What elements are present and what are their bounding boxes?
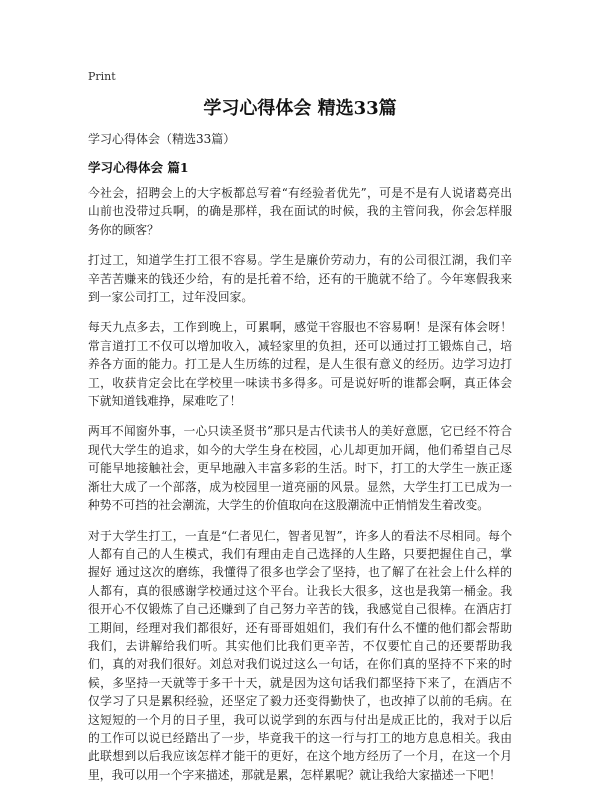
paragraph: 对于大学生打工，一直是“仁者见仁，智者见智”，许多人的看法不尽相同。每个人都有自己的人生模式，我们有理由走自己选择的人生路，只要把握住自己，掌握好 通过这次的磨练，我懂得了很多也学会了坚持，也了解了在社会上什么样的人都有，真的很感谢学校通过这个平台。让我长大很多，这也是我第一桶金。我很开心不仅锻炼了自己还赚到了自己努力辛苦的钱，我感觉自己很棒。在酒店打工期间，经理对我们都很好，还有哥哥姐姐们，我们有什么不懂的他们都会帮助我们，去讲解给我们听。其实他们比我们更辛苦，不仅要忙自己的还要帮助我们，真的对我们很好。刘总对我们说过这么一句话，在你们真的坚持不下来的时候，多坚持一天就等于多干十天，就是因为这句话我们都坚持下来了，在酒店不仅学习了只是累积经验，还坚定了毅力还变得勤快了，也改掉了以前的毛病。在这短短的一个月的日子里，我可以说学到的东西与付出是成正比的，我对于以后的工作可以说已经踏出了一步，毕竟我干的这一行与打工的地方息息相关。我由此联想到以后我应该怎样才能干的更好，在这个地方经历了一个月，在这一个月里，我可以用一个字来描述，那就是累，怎样累呢？就让我给大家描述一下吧！: [88, 528, 512, 782]
article-body: [88, 184, 512, 796]
paragraph: 每天九点多去，工作到晚上，可累啊，感觉干容服也不容易啊！是深有体会呀！常言道打工不仅可以增加收入，减轻家里的负担，还可以通过打工锻炼自己，培养各方面的能力。打工是人生历练的过程，是人生很有意义的经历。边学习边打工，收获肯定会比在学校里一味读书多得多。可是说好听的谁都会啊，真正体会下就知道钱难挣，屎难吃了！: [88, 320, 512, 409]
paragraph: 两耳不闻窗外事，一心只读圣贤书”那只是古代读书人的美好意愿，它已经不符合现代大学生的追求，如今的大学生身在校园，心儿却更加开阔，他们希望自己尽可能早地接触社会，更早地融入丰富多彩的生活。时下，打工的大学生一族正逐渐壮大成了一个部落，成为校园里一道亮丽的风景。显然，大学生打工已成为一种势不可挡的社会潮流，大学生的价值取向在这股潮流中正悄悄发生着改变。: [88, 424, 512, 513]
print-link[interactable]: Print: [88, 70, 116, 83]
paragraph: 打过工，知道学生打工很不容易。学生是廉价劳动力，有的公司很江湖，我们辛辛苦苦赚来的钱还少给，有的是托着不给，还有的干脆就不给了。今年寒假我来到一家公司打工，过年没回家。: [88, 253, 512, 305]
page-title: 学习心得体会 精选33篇: [203, 98, 397, 119]
section-heading: 学习心得体会 篇1: [88, 160, 189, 175]
paragraph: 今社会，招聘会上的大字板都总写着“有经验者优先”，可是不是有人说诸葛亮出山前也没带过兵啊，的确是那样，我在面试的时候，我的主管问我，你会怎样服务你的顾客？: [88, 186, 512, 237]
document-subtitle: 学习心得体会（精选33篇）: [88, 132, 236, 146]
